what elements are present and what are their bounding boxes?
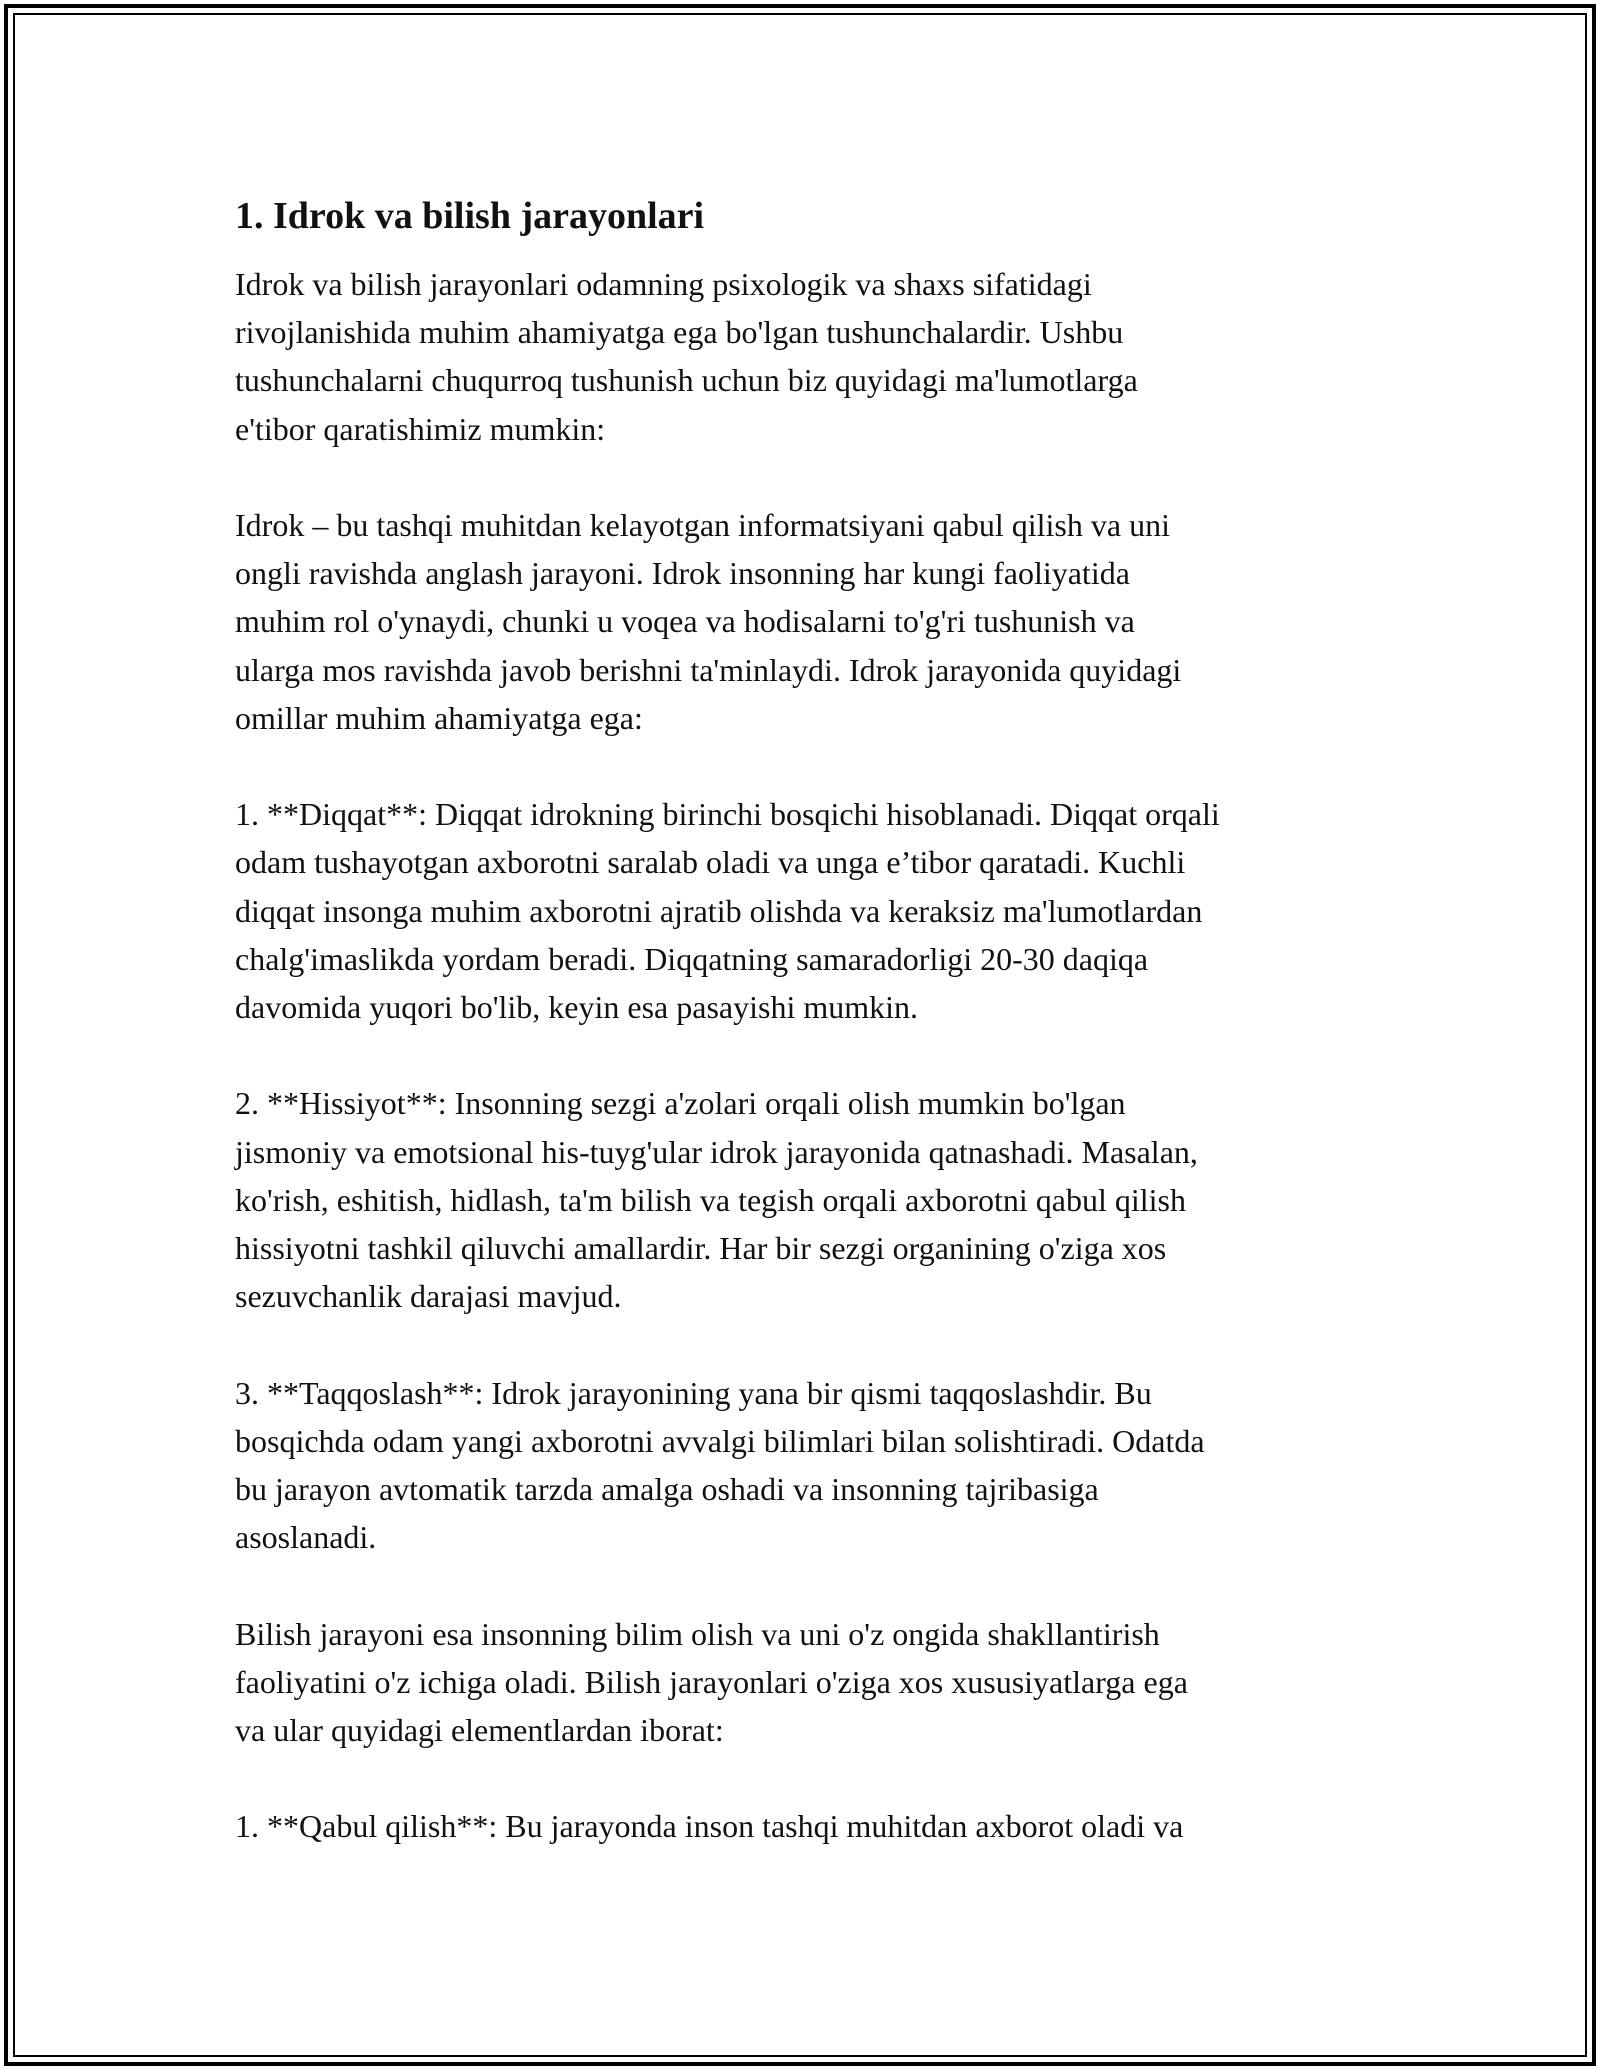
text-line: bu jarayon avtomatik tarzda amalga oshadi va insonning tajribasiga bbox=[235, 1471, 1099, 1508]
paragraph-gap bbox=[235, 742, 1375, 790]
text-line: muhim rol o'ynaydi, chunki u voqea va hodisalarni to'g'ri tushunish va bbox=[235, 603, 1135, 640]
text-line: hissiyotni tashkil qiluvchi amallardir. Har bir sezgi organining o'ziga xos bbox=[235, 1230, 1167, 1267]
text-line: 3. **Taqqoslash**: Idrok jarayonining yana bir qismi taqqoslashdir. Bu bbox=[235, 1374, 1152, 1411]
paragraph-item-hissiyot bbox=[235, 1079, 1375, 1320]
text-line: omillar muhim ahamiyatga ega: bbox=[235, 699, 643, 736]
text-line: bosqichda odam yangi axborotni avvalgi bilimlari bilan solishtiradi. Odatda bbox=[235, 1422, 1205, 1459]
paragraph-item-taqqoslash bbox=[235, 1369, 1375, 1562]
text-line: faoliyatini o'z ichiga oladi. Bilish jarayonlari o'ziga xos xususiyatlarga ega bbox=[235, 1663, 1188, 1700]
text-line: ko'rish, eshitish, hidlash, ta'm bilish va tegish orqali axborotni qabul qilish bbox=[235, 1181, 1186, 1218]
paragraph-intro bbox=[235, 260, 1375, 453]
text-line: Bilish jarayoni esa insonning bilim olish va uni o'z ongida shakllantirish bbox=[235, 1615, 1160, 1652]
text-line: va ular quyidagi elementlardan iborat: bbox=[235, 1712, 724, 1749]
paragraph-gap bbox=[235, 1031, 1375, 1079]
text-line: Idrok – bu tashqi muhitdan kelayotgan informatsiyani qabul qilish va uni bbox=[235, 507, 1170, 543]
text-line: jismoniy va emotsional his-tuyg'ular idrok jarayonida qatnashadi. Masalan, bbox=[235, 1133, 1198, 1170]
document-body bbox=[235, 188, 1375, 1851]
paragraph-item-qabul-qilish bbox=[235, 1802, 1375, 1850]
text-line: 1. **Qabul qilish**: Bu jarayonda inson tashqi muhitdan axborot oladi va bbox=[235, 1808, 1184, 1845]
text-line: 1. **Diqqat**: Diqqat idrokning birinchi bosqichi hisoblanadi. Diqqat orqali bbox=[235, 796, 1220, 833]
text-line: sezuvchanlik darajasi mavjud. bbox=[235, 1278, 622, 1315]
text-line: e'tibor qaratishimiz mumkin: bbox=[235, 410, 606, 447]
paragraph-gap bbox=[235, 1320, 1375, 1368]
text-line: odam tushayotgan axborotni saralab oladi va unga e’tibor qaratadi. Kuchli bbox=[235, 844, 1186, 881]
paragraph-bilish-definition bbox=[235, 1610, 1375, 1755]
paragraph-gap bbox=[235, 1561, 1375, 1609]
document-title: 1. Idrok va bilish jarayonlari bbox=[235, 195, 705, 237]
text-line: tushunchalarni chuqurroq tushunish uchun biz quyidagi ma'lumotlarga bbox=[235, 362, 1138, 399]
text-line: chalg'imaslikda yordam beradi. Diqqatning samaradorligi 20-30 daqiqa bbox=[235, 940, 1149, 977]
text-line: diqqat insonga muhim axborotni ajratib olishda va keraksiz ma'lumotlardan bbox=[235, 892, 1203, 929]
text-line: Idrok va bilish jarayonlari odamning psixologik va shaxs sifatidagi bbox=[235, 266, 1092, 302]
paragraph-item-diqqat bbox=[235, 790, 1375, 1031]
text-line: asoslanadi. bbox=[235, 1519, 377, 1556]
text-line: rivojlanishida muhim ahamiyatga ega bo'lgan tushunchalardir. Ushbu bbox=[235, 314, 1124, 351]
paragraph-gap bbox=[235, 1754, 1375, 1802]
text-line: ularga mos ravishda javob berishni ta'minlaydi. Idrok jarayonida quyidagi bbox=[235, 651, 1182, 688]
text-line: 2. **Hissiyot**: Insonning sezgi a'zolari orqali olish mumkin bo'lgan bbox=[235, 1085, 1126, 1122]
paragraph-gap bbox=[235, 453, 1375, 501]
paragraph-idrok-definition bbox=[235, 501, 1375, 742]
text-line: ongli ravishda anglash jarayoni. Idrok insonning har kungi faoliyatida bbox=[235, 555, 1130, 592]
text-line: davomida yuqori bo'lib, keyin esa pasayishi mumkin. bbox=[235, 989, 918, 1026]
